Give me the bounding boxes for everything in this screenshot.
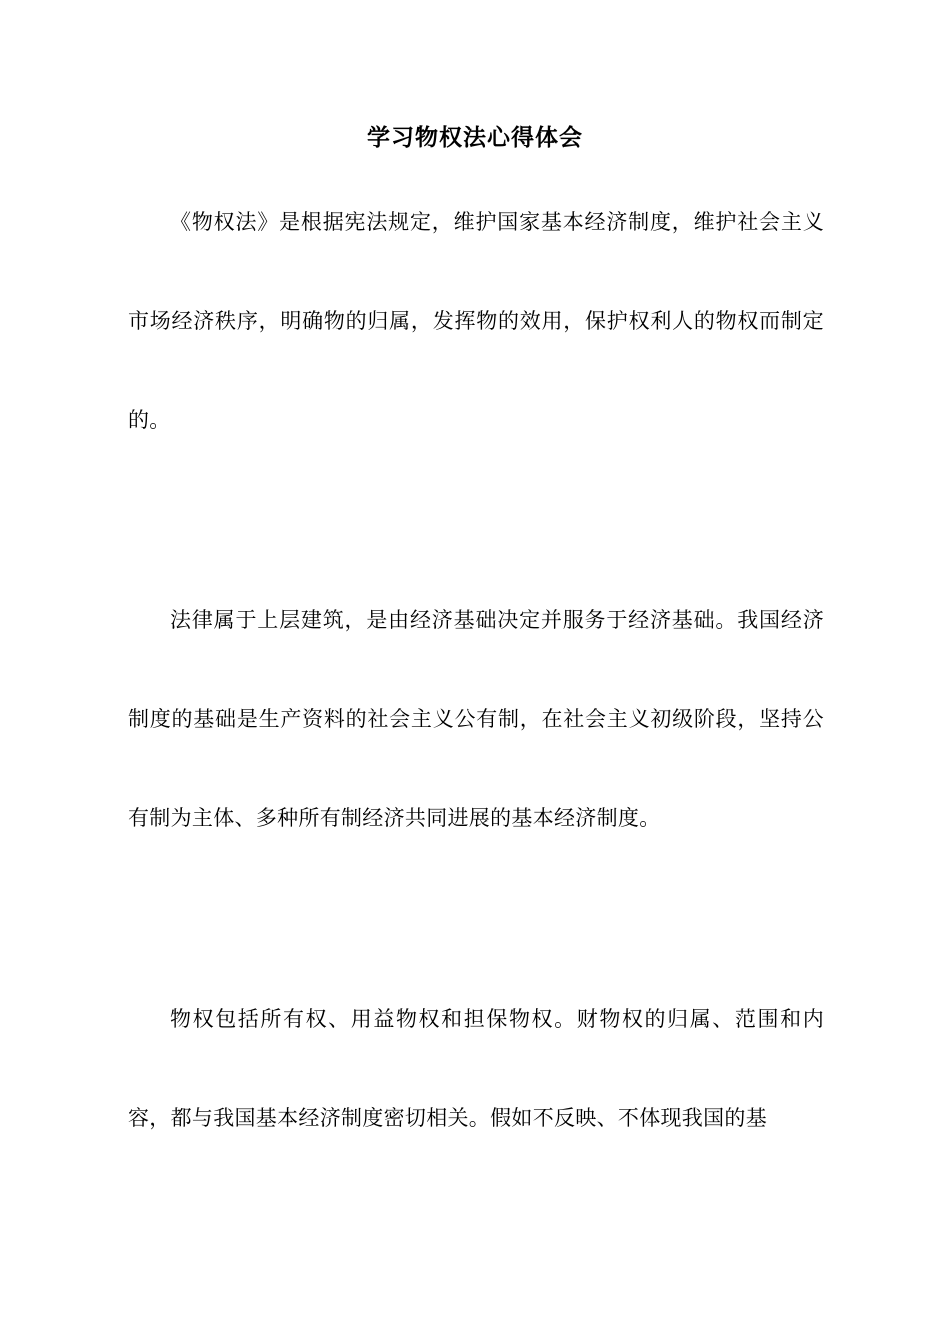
paragraph-1: 《物权法》是根据宪法规定，维护国家基本经济制度，维护社会主义市场经济秩序，明确物的归属，发挥物的效用，保护权利人的物权而制定的。 [128, 210, 824, 432]
document-title: 学习物权法心得体会 [367, 125, 583, 151]
paragraph-2: 法律属于上层建筑，是由经济基础决定并服务于经济基础。我国经济制度的基础是生产资料的社会主义公有制，在社会主义初级阶段，坚持公有制为主体、多种所有制经济共同进展的基本经济制度。 [128, 608, 824, 830]
paragraph-3: 物权包括所有权、用益物权和担保物权。财物权的归属、范围和内容，都与我国基本经济制度密切相关。假如不反映、不体现我国的基 [128, 1007, 824, 1130]
